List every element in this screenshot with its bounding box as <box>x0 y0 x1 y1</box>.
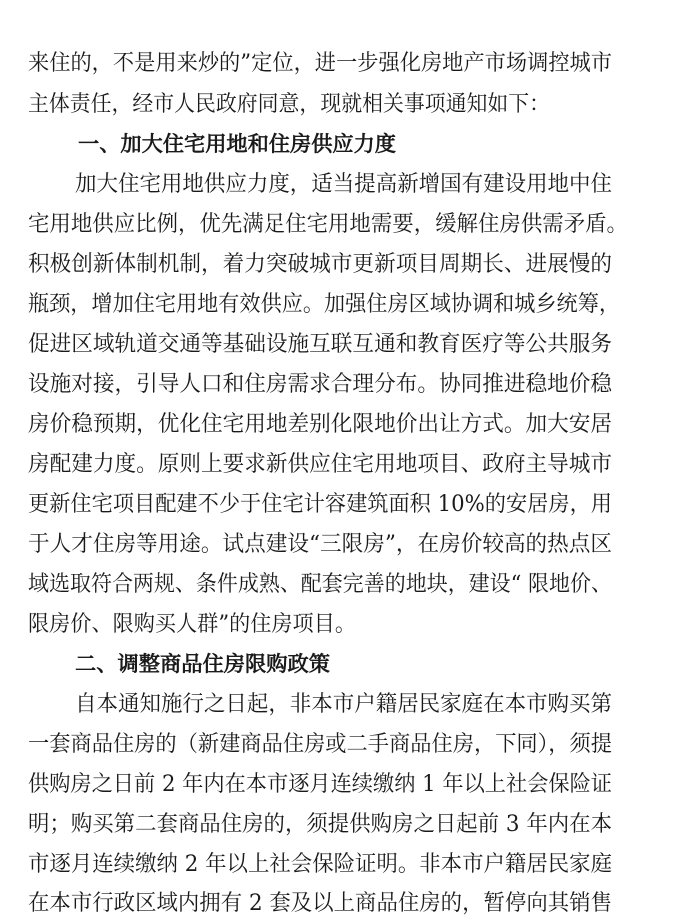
text-line <box>0 884 694 924</box>
line-text: 一套商品住房的（新建商品住房或二手商品住房，下同），须提 <box>28 732 612 757</box>
line-text: 积极创新体制机制，着力突破城市更新项目周期长、进展慢的 <box>28 252 612 277</box>
text-line <box>0 44 694 84</box>
text-line <box>0 205 694 245</box>
line-text: 更新住宅项目配建不少于住宅计容建筑面积 10%的安居房，用 <box>28 492 612 517</box>
text-line <box>0 605 694 645</box>
section-heading <box>0 644 694 684</box>
line-text: 房价稳预期，优化住宅用地差别化限地价出让方式。加大安居 <box>28 412 612 437</box>
text-line <box>0 485 694 525</box>
line-text: 瓶颈，增加住宅用地有效供应。加强住房区域协调和城乡统筹， <box>28 292 620 317</box>
line-text: 宅用地供应比例，优先满足住宅用地需要，缓解住房供需矛盾。 <box>28 212 628 237</box>
text-line <box>0 525 694 565</box>
line-text: 自本通知施行之日起，非本市户籍居民家庭在本市购买第 <box>75 692 612 717</box>
line-text: 设施对接，引导人口和住房需求合理分布。协同推进稳地价稳 <box>28 372 612 397</box>
text-line <box>0 245 694 285</box>
line-text: 限房价、限购买人群”的住房项目。 <box>28 612 356 637</box>
line-text: 市逐月连续缴纳 2 年以上社会保险证明。非本市户籍居民家庭 <box>28 852 612 877</box>
text-line <box>0 445 694 485</box>
text-line <box>0 165 694 205</box>
text-line <box>0 325 694 365</box>
text-line <box>0 285 694 325</box>
line-text: 主体责任，经市人民政府同意，现就相关事项通知如下： <box>28 92 550 117</box>
line-text: 促进区域轨道交通等基础设施互联互通和教育医疗等公共服务 <box>28 332 612 357</box>
line-text: 明；购买第二套商品住房的，须提供购房之日起前 3 年内在本 <box>28 812 612 837</box>
line-text: 供购房之日前 2 年内在本市逐月连续缴纳 1 年以上社会保险证 <box>28 772 612 797</box>
text-line <box>0 765 694 805</box>
text-line <box>0 845 694 885</box>
line-text: 在本市行政区域内拥有 2 套及以上商品住房的，暂停向其销售 <box>28 891 612 916</box>
text-line <box>0 685 694 725</box>
text-line <box>0 725 694 765</box>
line-text: 加大住宅用地供应力度，适当提高新增国有建设用地中住 <box>75 172 612 197</box>
text-line <box>0 565 694 605</box>
section-heading <box>0 124 694 164</box>
text-line <box>0 805 694 845</box>
heading-text: 二、调整商品住房限购政策 <box>75 652 330 676</box>
text-line <box>0 85 694 125</box>
line-text: 域选取符合两规、条件成熟、配套完善的地块，建设“ 限地价、 <box>28 572 612 597</box>
heading-text: 一、加大住宅用地和住房供应力度 <box>78 132 397 156</box>
line-text: 房配建力度。原则上要求新供应住宅用地项目、政府主导城市 <box>28 452 612 477</box>
text-line <box>0 405 694 445</box>
text-line <box>0 365 694 405</box>
line-text: 于人才住房等用途。试点建设“三限房”，在房价较高的热点区 <box>28 532 612 557</box>
line-text: 来住的，不是用来炒的”定位，进一步强化房地产市场调控城市 <box>28 51 612 76</box>
